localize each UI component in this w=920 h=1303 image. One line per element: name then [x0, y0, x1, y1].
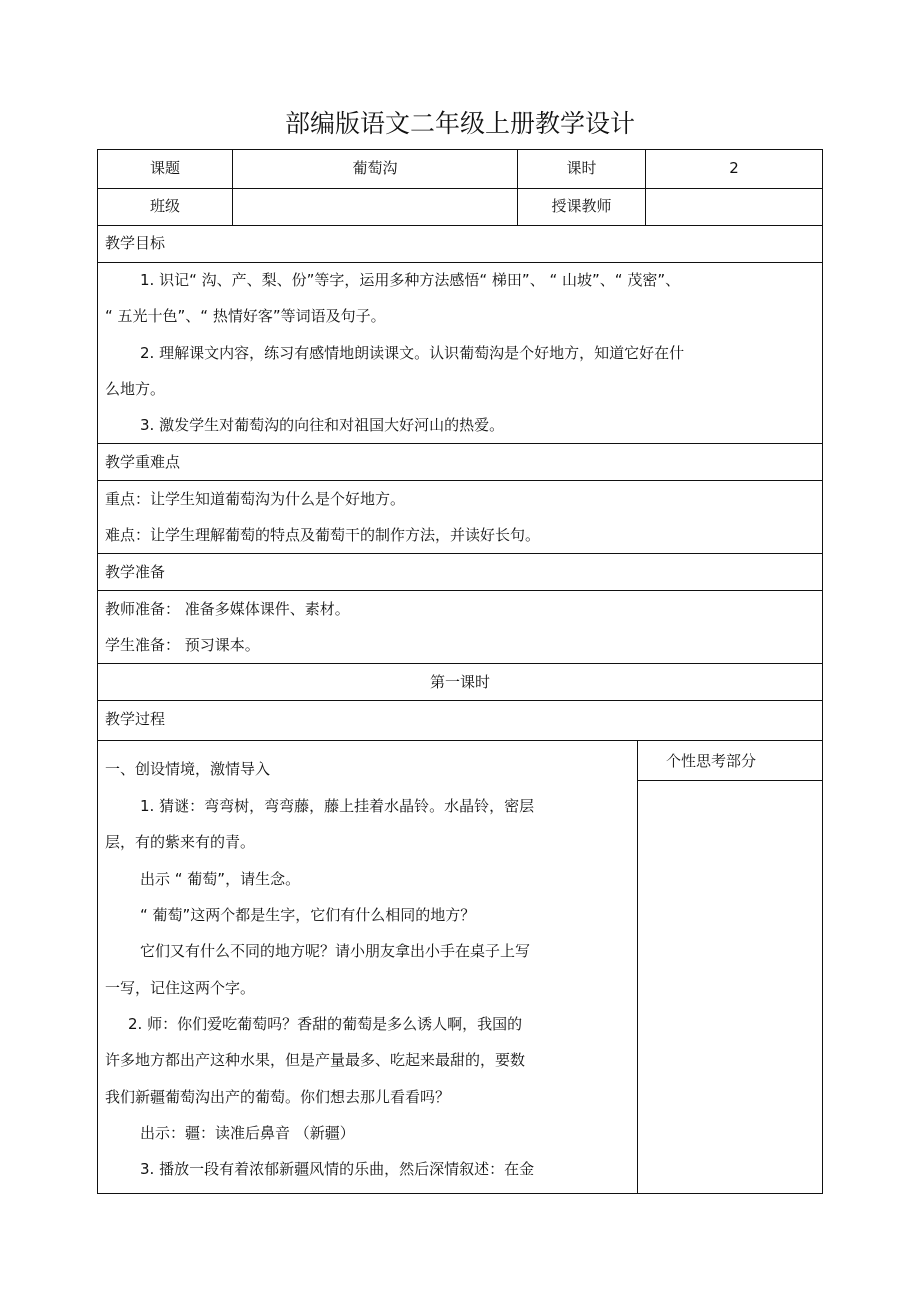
key-point-line: 重点：让学生知道葡萄沟为什么是个好地方。	[105, 490, 406, 508]
side-column-heading: 个性思考部分	[666, 752, 757, 770]
process-line: 2. 师：你们爱吃葡萄吗？香甜的葡萄是多么诱人啊，我国的	[128, 1015, 523, 1033]
hours-value: 2	[729, 159, 739, 177]
objective-line: 么地方。	[105, 380, 166, 398]
table-border-bottom	[97, 1193, 823, 1194]
side-column-rule	[637, 780, 823, 781]
table-rule	[97, 443, 823, 444]
side-column-divider	[637, 740, 638, 1194]
objective-line: 3. 激发学生对葡萄沟的向往和对祖国大好河山的热爱。	[140, 416, 505, 434]
table-rule	[97, 553, 823, 554]
first-period-heading: 第一课时	[429, 673, 490, 691]
objective-line: 1. 识记“ 沟、产、梨、份”等字，运用多种方法感悟“ 梯田”、 “ 山坡”、“ 茂密”、	[140, 271, 681, 289]
process-line: 许多地方都出产这种水果，但是产量最多、吃起来最甜的，要数	[105, 1051, 526, 1069]
process-line: 出示 “ 葡萄”，请生念。	[140, 870, 301, 888]
document-title: 部编版语文二年级上册教学设计	[284, 109, 635, 138]
process-line: 一写，记住这两个字。	[105, 979, 256, 997]
topic-label: 课题	[149, 159, 180, 177]
preparation-line: 学生准备： 预习课本。	[105, 636, 260, 654]
teacher-label: 授课教师	[551, 197, 612, 215]
objective-line: 2. 理解课文内容，练习有感情地朗读课文。认识葡萄沟是个好地方，知道它好在什	[140, 344, 685, 362]
process-line: “ 葡萄”这两个都是生字，它们有什么相同的地方？	[140, 906, 476, 924]
process-line: 它们又有什么不同的地方呢？请小朋友拿出小手在桌子上写	[140, 942, 531, 960]
table-rule	[97, 663, 823, 664]
key-points-heading: 教学重难点	[105, 453, 181, 471]
process-line: 我们新疆葡萄沟出产的葡萄。你们想去那儿看看吗？	[105, 1088, 451, 1106]
table-rule	[97, 262, 823, 263]
process-line: 1. 猜谜：弯弯树，弯弯藤，藤上挂着水晶铃。水晶铃，密层	[140, 797, 535, 815]
process-line: 3. 播放一段有着浓郁新疆风情的乐曲，然后深情叙述：在金	[140, 1160, 535, 1178]
table-rule	[97, 480, 823, 481]
process-line: 一、创设情境，激情导入	[105, 760, 271, 778]
class-label: 班级	[149, 197, 180, 215]
hours-label: 课时	[566, 159, 597, 177]
process-line: 层，有的紫来有的青。	[105, 833, 256, 851]
table-rule	[97, 188, 823, 189]
preparation-line: 教师准备： 准备多媒体课件、素材。	[105, 600, 350, 618]
table-rule	[97, 225, 823, 226]
objectives-heading: 教学目标	[105, 234, 166, 252]
table-rule	[97, 590, 823, 591]
table-rule	[97, 700, 823, 701]
preparation-heading: 教学准备	[105, 563, 166, 581]
key-point-line: 难点：让学生理解葡萄的特点及葡萄干的制作方法，并读好长句。	[105, 526, 541, 544]
table-rule	[97, 740, 823, 741]
process-line: 出示：疆：读准后鼻音 （新疆）	[140, 1124, 355, 1142]
objective-line: “ 五光十色”、“ 热情好客”等词语及句子。	[105, 307, 386, 325]
process-heading: 教学过程	[105, 710, 166, 728]
table-border-top	[97, 149, 823, 150]
table-border-right	[822, 149, 823, 1194]
topic-value: 葡萄沟	[352, 159, 398, 177]
